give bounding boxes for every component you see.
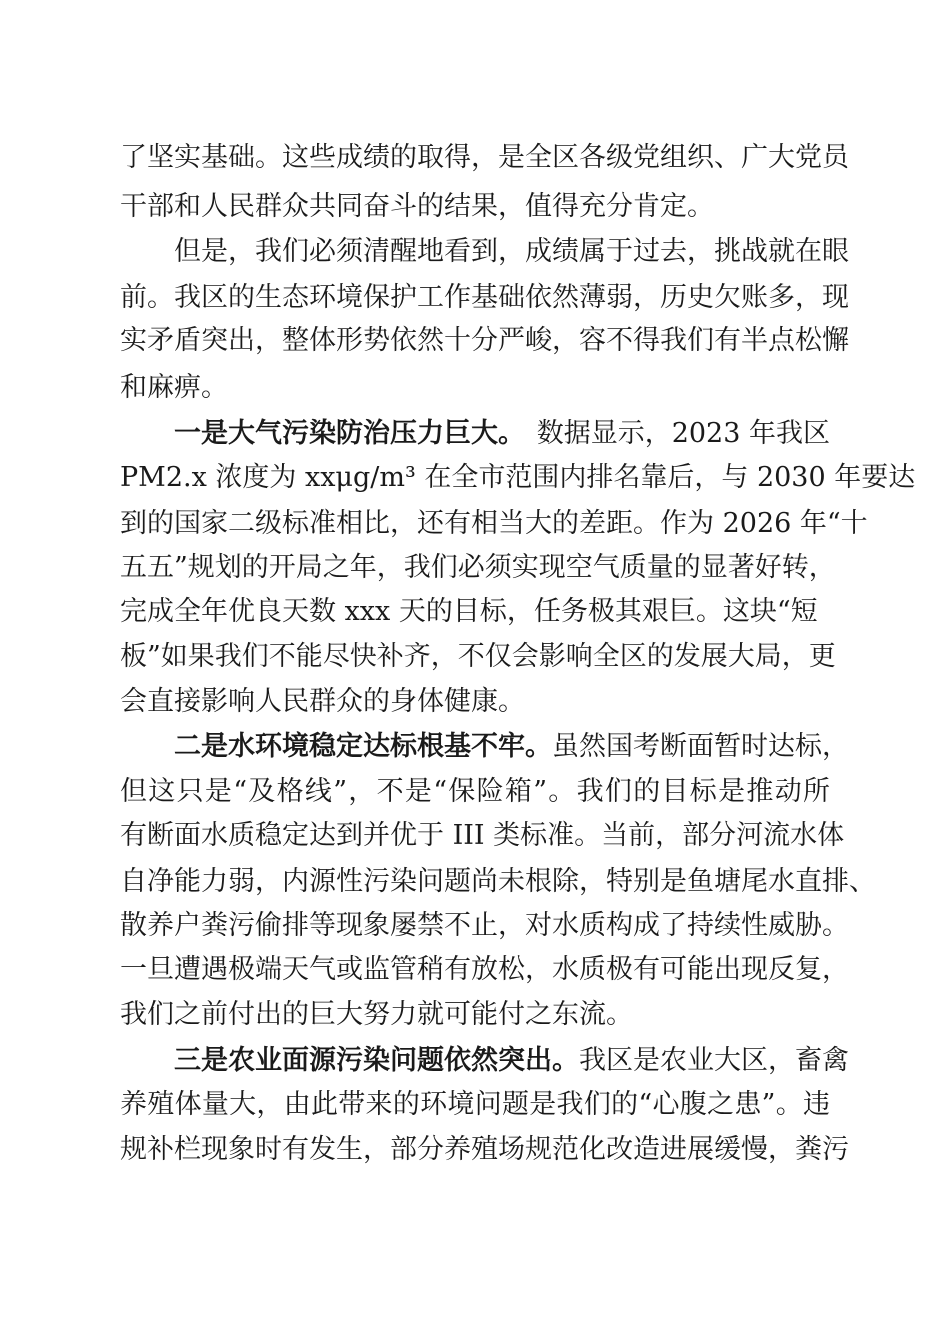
section-heading: 二是水环境稳定达标根基不牢。	[174, 731, 552, 762]
text-line: 自净能力弱，内源性污染问题尚未根除，特别是鱼塘尾水直排、	[120, 866, 876, 897]
text-line: 了坚实基础。这些成绩的取得，是全区各级党组织、广大党员	[120, 142, 849, 173]
text-span: 我区是农业大区，畜禽	[579, 1045, 849, 1076]
text-line: 散养户粪污偷排等现象屡禁不止，对水质构成了持续性威胁。	[120, 910, 849, 941]
text-line: 养殖体量大，由此带来的环境问题是我们的“心腹之患”。违	[120, 1089, 830, 1120]
text-line: 规补栏现象时有发生，部分养殖场规范化改造进展缓慢，粪污	[120, 1134, 849, 1165]
text-line: 板”如果我们不能尽快补齐，不仅会影响全区的发展大局，更	[120, 641, 836, 672]
text-line: 但是，我们必须清醒地看到，成绩属于过去，挑战就在眼	[174, 236, 849, 267]
text-line: 完成全年优良天数 xxx 天的目标，任务极其艰巨。这块“短	[120, 596, 818, 627]
text-line: 和麻痹。	[120, 372, 228, 403]
text-line: 有断面水质稳定达到并优于 III 类标准。当前，部分河流水体	[120, 820, 845, 851]
text-line: 实矛盾突出，整体形势依然十分严峻，容不得我们有半点松懈	[120, 325, 849, 356]
text-line: 我们之前付出的巨大努力就可能付之东流。	[120, 999, 633, 1030]
text-line: 干部和人民群众共同奋斗的结果，值得充分肯定。	[120, 191, 714, 222]
text-line: 一旦遭遇极端天气或监管稍有放松，水质极有可能出现反复，	[120, 954, 849, 985]
text-span: 数据显示，2023 年我区	[536, 418, 830, 449]
text-line: 会直接影响人民群众的身体健康。	[120, 686, 525, 717]
text-line: 前。我区的生态环境保护工作基础依然薄弱，历史欠账多，现	[120, 282, 849, 313]
text-line	[174, 1039, 849, 1083]
section-heading: 一是大气污染防治压力巨大。	[174, 418, 525, 449]
text-span: 虽然国考断面暂时达标，	[552, 731, 849, 762]
text-line	[174, 412, 830, 456]
text-line: 五五”规划的开局之年，我们必须实现空气质量的显著好转，	[120, 552, 836, 583]
text-line	[174, 725, 849, 769]
text-line: PM2.x 浓度为 xxμg/m³ 在全市范围内排名靠后，与 2030 年要达	[120, 462, 916, 493]
section-heading: 三是农业面源污染问题依然突出。	[174, 1045, 579, 1076]
text-line: 到的国家二级标准相比，还有相当大的差距。作为 2026 年“十	[120, 508, 868, 539]
text-line: 但这只是“及格线”，不是“保险箱”。我们的目标是推动所	[120, 776, 830, 807]
